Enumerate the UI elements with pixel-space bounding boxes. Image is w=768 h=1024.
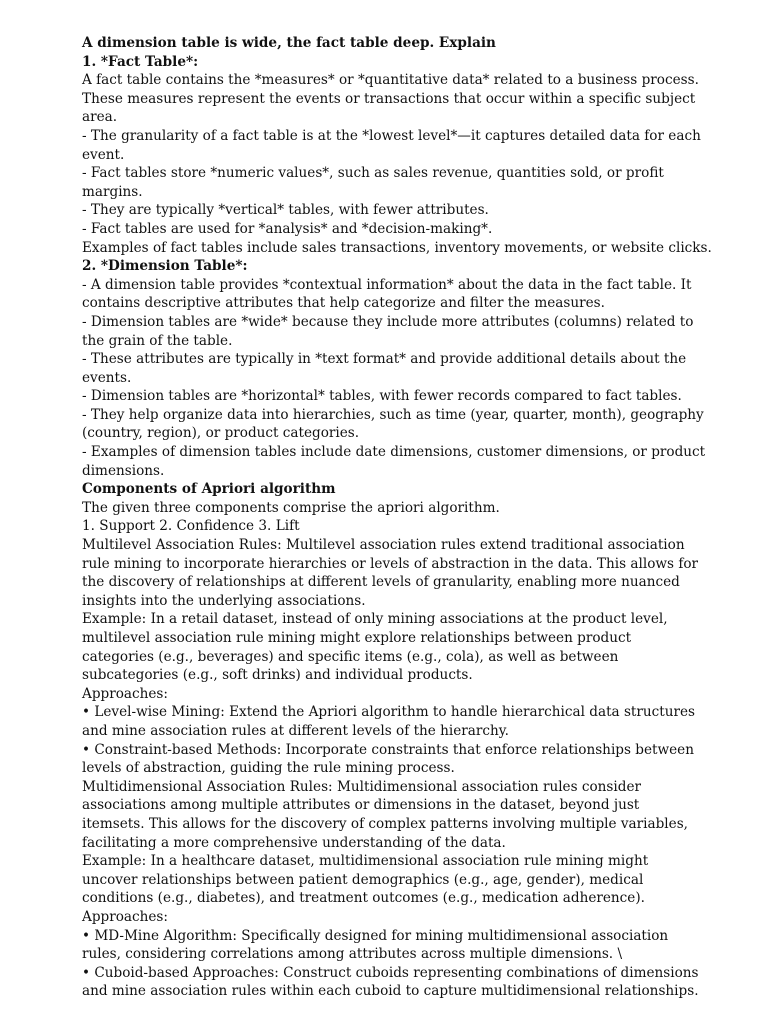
text-line: - Fact tables store *numeric values*, such as sales revenue, quantities sold, or profit [82, 165, 664, 182]
text-line: conditions (e.g., diabetes), and treatment outcomes (e.g., medication adherence). [82, 890, 645, 907]
text-line: rule mining to incorporate hierarchies or levels of abstraction in the data. This allows for [82, 555, 699, 572]
text-line: - A dimension table provides *contextual information* about the data in the fact table. It [82, 276, 692, 293]
text-line: and mine association rules within each cuboid to capture multidimensional relationships. [82, 983, 699, 1000]
text-line: - These attributes are typically in *text format* and provide additional details about the [82, 351, 687, 368]
text-line: Examples of fact tables include sales transactions, inventory movements, or website clicks. [82, 239, 712, 256]
text-line: • MD-Mine Algorithm: Specifically designed for mining multidimensional association [82, 927, 669, 944]
text-line: margins. [82, 183, 143, 200]
heading-line: 1. *Fact Table*: [82, 53, 199, 70]
text-line: categories (e.g., beverages) and specific items (e.g., cola), as well as between [82, 648, 619, 665]
text-line: • Cuboid-based Approaches: Construct cuboids representing combinations of dimensions [82, 964, 699, 981]
text-line: Approaches: [82, 908, 168, 925]
text-line: Example: In a healthcare dataset, multidimensional association rule mining might [82, 853, 649, 870]
text-line: the discovery of relationships at different levels of granularity, enabling more nuanced [82, 574, 680, 591]
text-line: and mine association rules at different levels of the hierarchy. [82, 722, 509, 739]
text-line: These measures represent the events or transactions that occur within a specific subject [82, 90, 696, 107]
text-line: A fact table contains the *measures* or *quantitative data* related to a business process. [82, 72, 699, 89]
text-line: Multilevel Association Rules: Multilevel association rules extend traditional association [82, 537, 685, 554]
text-line: event. [82, 146, 125, 163]
text-line: - They are typically *vertical* tables, with fewer attributes. [82, 202, 489, 219]
text-line: - Dimension tables are *horizontal* tables, with fewer records compared to fact tables. [82, 388, 682, 405]
text-line: contains descriptive attributes that help categorize and filter the measures. [82, 295, 605, 312]
text-line: uncover relationships between patient demographics (e.g., age, gender), medical [82, 871, 644, 888]
text-line: Example: In a retail dataset, instead of only mining associations at the product level, [82, 611, 668, 628]
text-line: The given three components comprise the apriori algorithm. [82, 499, 500, 516]
heading-line: A dimension table is wide, the fact table deep. Explain [82, 35, 496, 51]
text-line: the grain of the table. [82, 332, 233, 349]
text-line: dimensions. [82, 462, 165, 479]
text-line: 1. Support 2. Confidence 3. Lift [82, 518, 300, 535]
text-line: facilitating a more comprehensive understanding of the data. [82, 834, 506, 851]
text-line: • Constraint-based Methods: Incorporate constraints that enforce relationships between [82, 741, 694, 758]
text-line: - Dimension tables are *wide* because they include more attributes (columns) related to [82, 313, 694, 330]
document-page [82, 34, 712, 1001]
text-line: area. [82, 109, 118, 126]
text-line: - They help organize data into hierarchies, such as time (year, quarter, month), geography [82, 406, 704, 423]
heading-line: Components of Apriori algorithm [82, 481, 336, 498]
text-line: insights into the underlying associations. [82, 592, 366, 609]
text-line: events. [82, 369, 132, 386]
text-line: - Examples of dimension tables include date dimensions, customer dimensions, or product [82, 444, 706, 461]
heading-line: 2. *Dimension Table*: [82, 258, 248, 275]
text-line: - The granularity of a fact table is at the *lowest level*—it captures detailed data for each [82, 127, 701, 144]
text-line: itemsets. This allows for the discovery of complex patterns involving multiple variables, [82, 815, 688, 832]
text-line: associations among multiple attributes or dimensions in the dataset, beyond just [82, 797, 640, 814]
text-line: - Fact tables are used for *analysis* and *decision-making*. [82, 220, 493, 237]
text-line: rules, considering correlations among attributes across multiple dimensions. \ [82, 946, 623, 963]
text-line: subcategories (e.g., soft drinks) and individual products. [82, 667, 473, 684]
text-line: • Level-wise Mining: Extend the Apriori algorithm to handle hierarchical data structures [82, 704, 695, 721]
text-line: multilevel association rule mining might explore relationships between product [82, 630, 632, 646]
text-line: (country, region), or product categories. [82, 425, 360, 442]
text-line: Multidimensional Association Rules: Multidimensional association rules consider [82, 778, 642, 795]
text-line: levels of abstraction, guiding the rule mining process. [82, 760, 455, 777]
text-line: Approaches: [82, 685, 168, 702]
